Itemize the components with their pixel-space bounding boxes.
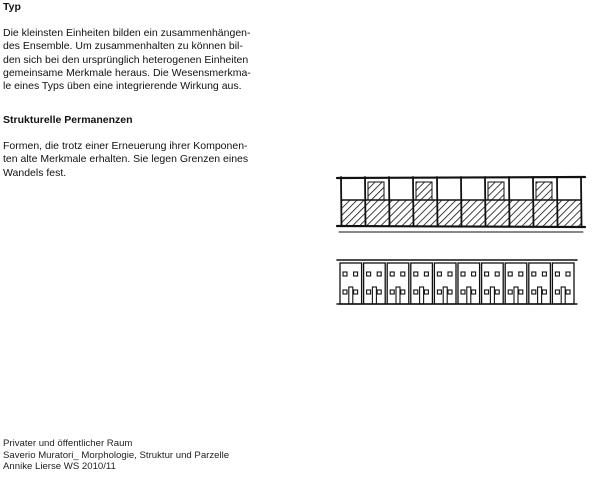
window [414, 290, 418, 294]
window [377, 272, 381, 276]
window [401, 290, 405, 294]
footer-line-course: Privater und öffentlicher Raum [3, 438, 133, 449]
house-outline [458, 263, 480, 304]
house-outline [482, 263, 504, 304]
window [343, 290, 347, 294]
window [437, 272, 441, 276]
window [485, 290, 489, 294]
window [566, 290, 570, 294]
window [390, 272, 394, 276]
window [461, 272, 465, 276]
section-heading-permanenzen: Strukturelle Permanenzen [3, 114, 133, 126]
window [542, 290, 546, 294]
house-outline [505, 263, 527, 304]
column-divider [509, 177, 510, 226]
window [495, 272, 499, 276]
door [538, 287, 542, 304]
hatched-window [416, 182, 432, 200]
window [495, 290, 499, 294]
window [555, 290, 559, 294]
door [420, 287, 424, 304]
door [349, 287, 353, 304]
column-divider [341, 177, 342, 226]
window [508, 290, 512, 294]
window [461, 290, 465, 294]
window [414, 272, 418, 276]
column-divider [389, 177, 390, 226]
window [448, 290, 452, 294]
window [437, 290, 441, 294]
section-heading-typ: Typ [3, 1, 21, 13]
window [343, 272, 347, 276]
window [519, 272, 523, 276]
window [532, 290, 536, 294]
window [485, 272, 489, 276]
hatched-window [488, 182, 504, 200]
hatched-window [536, 182, 552, 200]
window [390, 290, 394, 294]
window [566, 272, 570, 276]
window [377, 290, 381, 294]
door [490, 287, 494, 304]
window [401, 272, 405, 276]
window [367, 272, 371, 276]
door [443, 287, 447, 304]
door [561, 287, 565, 304]
column-divider [437, 177, 438, 226]
door [396, 287, 400, 304]
window [542, 272, 546, 276]
column-divider [413, 177, 414, 226]
window [532, 272, 536, 276]
column-divider [557, 177, 558, 226]
window [472, 290, 476, 294]
window [472, 272, 476, 276]
window [354, 272, 358, 276]
window [354, 290, 358, 294]
hatched-facade-strip-sketch-icon [337, 170, 587, 250]
footer-line-topic: Saverio Muratori_ Morphologie, Struktur und Parzelle [3, 449, 230, 461]
hatched-window [368, 182, 384, 200]
door [372, 287, 376, 304]
window [519, 290, 523, 294]
window [555, 272, 559, 276]
house-outline [552, 263, 574, 304]
column-divider [581, 177, 582, 226]
house-outline [434, 263, 456, 304]
window [508, 272, 512, 276]
column-divider [533, 177, 534, 226]
window [424, 290, 428, 294]
house-outline [387, 263, 409, 304]
door [514, 287, 518, 304]
section-text-permanenzen: Formen, die trotz einer Erneuerung ihrer Komponen- ten alte Merkmale erhalten. Sie legen Grenzen eines Wandels fest. [3, 140, 249, 179]
column-divider [485, 177, 486, 226]
row-houses-facade-sketch-icon [337, 252, 587, 324]
window [367, 290, 371, 294]
house-outline [340, 263, 362, 304]
column-divider [461, 177, 462, 226]
window [424, 272, 428, 276]
house-outline [529, 263, 551, 304]
column-divider [365, 177, 366, 226]
house-outline [364, 263, 386, 304]
footer-line-author: Annike Lierse WS 2010/11 [3, 461, 116, 472]
section-text-typ: Die kleinsten Einheiten bilden ein zusammenhängen- des Ensemble. Um zusammenhalten zu können bil- den sich bei den ursprünglich heterogenen Einheiten gemeinsame Merkmale heraus. Die Wesensmerkma- le eines Typs üben eine integrierende Wirkung aus. [3, 27, 251, 93]
door [467, 287, 471, 304]
footer [3, 438, 229, 473]
house-outline [411, 263, 433, 304]
window [448, 272, 452, 276]
